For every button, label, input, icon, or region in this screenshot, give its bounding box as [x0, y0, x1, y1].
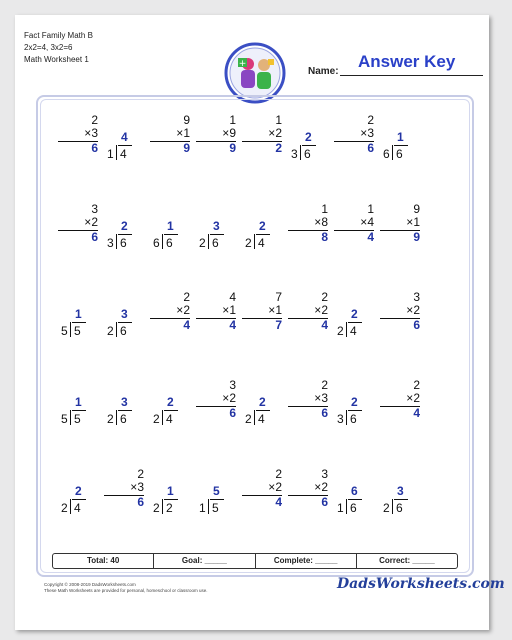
divisor: 2 — [383, 501, 390, 515]
division-problem — [196, 484, 236, 524]
product-answer: 6 — [413, 318, 420, 332]
factor-bottom: ×3 — [130, 480, 144, 494]
multiplication-problem — [334, 114, 374, 155]
division-bracket — [346, 410, 347, 425]
factor-top: 3 — [229, 378, 236, 392]
dividend: 5 — [74, 324, 81, 338]
footer-text — [44, 582, 208, 594]
division-bracket — [208, 499, 209, 514]
factor-top: 4 — [229, 290, 236, 304]
division-bracket — [162, 499, 163, 514]
division-bracket — [70, 322, 71, 337]
divisor: 2 — [199, 236, 206, 250]
factor-bottom-value: 2 — [321, 303, 328, 317]
factor-bottom-value: 1 — [413, 215, 420, 229]
division-bracket — [162, 234, 163, 249]
factor-bottom: ×2 — [314, 480, 328, 494]
product-answer: 6 — [321, 495, 328, 509]
division-bar — [72, 410, 86, 411]
product-answer: 8 — [321, 230, 328, 244]
factor-bottom: ×1 — [268, 303, 282, 317]
division-bar — [348, 499, 362, 500]
division-problem — [380, 130, 420, 170]
division-bar — [164, 234, 178, 235]
multiplication-problem — [288, 379, 328, 420]
dividend: 4 — [350, 324, 357, 338]
factor-top: 2 — [413, 378, 420, 392]
factor-bottom-value: 2 — [229, 391, 236, 405]
divisor: 3 — [291, 147, 298, 161]
factor-top: 2 — [321, 290, 328, 304]
factor-bottom-value: 1 — [275, 303, 282, 317]
dividend: 6 — [120, 412, 127, 426]
division-bar — [348, 322, 362, 323]
quotient-answer: 5 — [213, 484, 220, 498]
multiplication-problem — [380, 291, 420, 332]
product-answer: 4 — [183, 318, 190, 332]
division-problem — [58, 484, 98, 524]
divisor: 3 — [337, 412, 344, 426]
division-bracket — [70, 410, 71, 425]
dividend: 4 — [258, 236, 265, 250]
product-answer: 6 — [229, 406, 236, 420]
factor-bottom-value: 2 — [413, 303, 420, 317]
factor-bottom: ×1 — [176, 126, 190, 140]
factor-bottom: ×3 — [360, 126, 374, 140]
factor-bottom-value: 2 — [321, 480, 328, 494]
factor-top: 2 — [275, 467, 282, 481]
divisor: 6 — [153, 236, 160, 250]
multiplication-problem — [334, 203, 374, 244]
division-bar — [118, 410, 132, 411]
goal-field[interactable]: Goal: _____ — [154, 554, 255, 568]
product-answer: 6 — [137, 495, 144, 509]
multiplication-problem — [58, 114, 98, 155]
division-bar — [118, 145, 132, 146]
copyright: Copyright © 2008-2019 DadsWorksheets.com — [44, 582, 136, 587]
factor-top: 3 — [413, 290, 420, 304]
factor-bottom: ×2 — [268, 480, 282, 494]
brand-logo: DadsWorksheets.com — [337, 576, 505, 592]
multiplication-problem — [288, 291, 328, 332]
division-bar — [302, 145, 316, 146]
dividend: 6 — [396, 501, 403, 515]
correct-field[interactable]: Correct: _____ — [379, 556, 435, 565]
factor-bottom-value: 2 — [413, 391, 420, 405]
division-bracket — [346, 322, 347, 337]
division-bar — [394, 499, 408, 500]
division-bar — [348, 410, 362, 411]
divisor: 2 — [337, 324, 344, 338]
factor-bottom: ×9 — [222, 126, 236, 140]
division-bar — [210, 234, 224, 235]
division-bar — [164, 499, 178, 500]
worksheet-title: Fact Family Math B — [24, 31, 93, 40]
divisor: 2 — [153, 412, 160, 426]
factor-bottom: ×2 — [176, 303, 190, 317]
multiplication-problem — [104, 468, 144, 509]
product-answer: 2 — [275, 141, 282, 155]
dividend: 4 — [120, 147, 127, 161]
factor-bottom-value: 3 — [321, 391, 328, 405]
division-bracket — [116, 322, 117, 337]
factor-bottom-value: 4 — [367, 215, 374, 229]
quotient-answer: 2 — [259, 395, 266, 409]
factor-top: 7 — [275, 290, 282, 304]
quotient-answer: 1 — [167, 484, 174, 498]
divisor: 3 — [107, 236, 114, 250]
score-bar — [52, 553, 458, 569]
division-bar — [256, 234, 270, 235]
division-problem — [58, 307, 98, 347]
division-bracket — [70, 499, 71, 514]
division-problem — [150, 219, 190, 259]
dividend: 4 — [166, 412, 173, 426]
product-answer: 4 — [321, 318, 328, 332]
division-problem — [104, 130, 144, 170]
quotient-answer: 1 — [397, 130, 404, 144]
divisor: 1 — [199, 501, 206, 515]
dividend: 6 — [396, 147, 403, 161]
division-problem — [242, 219, 282, 259]
product-answer: 6 — [91, 141, 98, 155]
product-answer: 4 — [275, 495, 282, 509]
multiplication-problem — [242, 291, 282, 332]
product-answer: 9 — [183, 141, 190, 155]
factor-bottom: ×2 — [84, 215, 98, 229]
factor-bottom-value: 9 — [229, 126, 236, 140]
factor-bottom: ×2 — [406, 391, 420, 405]
division-bar — [72, 322, 86, 323]
division-bracket — [300, 145, 301, 160]
multiplication-problem — [242, 468, 282, 509]
divisor: 2 — [153, 501, 160, 515]
multiplication-problem — [150, 291, 190, 332]
factor-bottom-value: 1 — [229, 303, 236, 317]
factor-bottom-value: 3 — [91, 126, 98, 140]
quotient-answer: 2 — [259, 219, 266, 233]
dividend: 2 — [166, 501, 173, 515]
product-answer: 7 — [275, 318, 282, 332]
division-problem — [196, 219, 236, 259]
quotient-answer: 2 — [75, 484, 82, 498]
division-problem — [380, 484, 420, 524]
factor-top: 2 — [183, 290, 190, 304]
dividend: 4 — [74, 501, 81, 515]
division-bracket — [392, 145, 393, 160]
factor-bottom: ×8 — [314, 215, 328, 229]
multiplication-problem — [288, 203, 328, 244]
division-bracket — [116, 410, 117, 425]
quotient-answer: 3 — [121, 395, 128, 409]
factor-bottom-value: 2 — [91, 215, 98, 229]
dividend: 5 — [74, 412, 81, 426]
quotient-answer: 2 — [167, 395, 174, 409]
division-bracket — [254, 234, 255, 249]
multiplication-problem — [380, 379, 420, 420]
multiplication-problem — [196, 114, 236, 155]
multiplication-problem — [58, 203, 98, 244]
answer-key-title: Answer Key — [358, 52, 456, 71]
factor-top: 1 — [321, 202, 328, 216]
factor-bottom-value: 3 — [367, 126, 374, 140]
name-label: Name: — [308, 66, 339, 77]
factor-top: 1 — [367, 202, 374, 216]
multiplication-problem — [242, 114, 282, 155]
division-bracket — [346, 499, 347, 514]
division-problem — [288, 130, 328, 170]
multiplication-problem — [196, 291, 236, 332]
dividend: 6 — [350, 501, 357, 515]
factor-bottom-value: 8 — [321, 215, 328, 229]
factor-bottom-value: 2 — [183, 303, 190, 317]
divisor: 2 — [245, 236, 252, 250]
division-bracket — [116, 145, 117, 160]
divisor: 2 — [61, 501, 68, 515]
division-bracket — [208, 234, 209, 249]
worksheet-header — [24, 30, 93, 66]
division-problem — [334, 395, 374, 435]
divisor: 2 — [107, 412, 114, 426]
division-problem — [104, 219, 144, 259]
division-bar — [256, 410, 270, 411]
factor-bottom: ×2 — [222, 391, 236, 405]
factor-bottom: ×2 — [314, 303, 328, 317]
dividend: 6 — [212, 236, 219, 250]
division-problem — [58, 395, 98, 435]
dividend: 6 — [304, 147, 311, 161]
division-problem — [150, 484, 190, 524]
dividend: 4 — [258, 412, 265, 426]
dividend: 6 — [120, 324, 127, 338]
quotient-answer: 2 — [351, 395, 358, 409]
factor-bottom: ×3 — [314, 391, 328, 405]
divisor: 5 — [61, 324, 68, 338]
product-answer: 9 — [229, 141, 236, 155]
quotient-answer: 3 — [213, 219, 220, 233]
division-bar — [72, 499, 86, 500]
factor-top: 2 — [137, 467, 144, 481]
division-problem — [334, 484, 374, 524]
product-answer: 9 — [413, 230, 420, 244]
factor-bottom: ×3 — [84, 126, 98, 140]
factor-bottom-value: 3 — [137, 480, 144, 494]
divisor: 6 — [383, 147, 390, 161]
total-count: Total: 40 — [53, 554, 154, 568]
worksheet-subtitle: Math Worksheet 1 — [24, 55, 89, 64]
division-problem — [242, 395, 282, 435]
division-bracket — [116, 234, 117, 249]
quotient-answer: 1 — [75, 307, 82, 321]
multiplication-problem — [150, 114, 190, 155]
factor-top: 9 — [183, 113, 190, 127]
divisor: 1 — [337, 501, 344, 515]
quotient-answer: 2 — [351, 307, 358, 321]
factor-bottom: ×2 — [268, 126, 282, 140]
fact-family: 2x2=4, 3x2=6 — [24, 43, 73, 52]
division-bracket — [162, 410, 163, 425]
division-problem — [104, 395, 144, 435]
product-answer: 6 — [367, 141, 374, 155]
division-bar — [394, 145, 408, 146]
dividend: 6 — [166, 236, 173, 250]
factor-top: 2 — [367, 113, 374, 127]
quotient-answer: 4 — [121, 130, 128, 144]
quotient-answer: 3 — [121, 307, 128, 321]
quotient-answer: 1 — [75, 395, 82, 409]
factor-bottom: ×1 — [222, 303, 236, 317]
factor-top: 2 — [321, 378, 328, 392]
quotient-answer: 1 — [167, 219, 174, 233]
complete-field[interactable]: Complete: _____ — [256, 554, 357, 568]
division-bar — [118, 322, 132, 323]
division-bar — [164, 410, 178, 411]
division-problem — [104, 307, 144, 347]
factor-top: 3 — [91, 202, 98, 216]
factor-top: 3 — [321, 467, 328, 481]
factor-top: 1 — [229, 113, 236, 127]
factor-top: 1 — [275, 113, 282, 127]
divisor: 5 — [61, 412, 68, 426]
product-answer: 6 — [321, 406, 328, 420]
factor-bottom: ×1 — [406, 215, 420, 229]
quotient-answer: 3 — [397, 484, 404, 498]
factor-bottom-value: 2 — [275, 480, 282, 494]
svg-text:+: + — [238, 59, 247, 69]
factor-bottom-value: 1 — [183, 126, 190, 140]
factor-top: 9 — [413, 202, 420, 216]
dividend: 6 — [120, 236, 127, 250]
division-bar — [118, 234, 132, 235]
division-bar — [210, 499, 224, 500]
product-answer: 4 — [229, 318, 236, 332]
factor-bottom: ×4 — [360, 215, 374, 229]
divisor: 2 — [245, 412, 252, 426]
division-bracket — [392, 499, 393, 514]
division-bracket — [254, 410, 255, 425]
quotient-answer: 2 — [121, 219, 128, 233]
product-answer: 6 — [91, 230, 98, 244]
dividend: 6 — [350, 412, 357, 426]
multiplication-problem — [196, 379, 236, 420]
divisor: 1 — [107, 147, 114, 161]
quotient-answer: 6 — [351, 484, 358, 498]
divisor: 2 — [107, 324, 114, 338]
quotient-answer: 2 — [305, 130, 312, 144]
usage-note: These Math Worksheets are provided for personal, homeschool or classroom use. — [44, 588, 208, 593]
multiplication-problem — [380, 203, 420, 244]
division-problem — [150, 395, 190, 435]
product-answer: 4 — [413, 406, 420, 420]
name-field[interactable] — [340, 75, 483, 76]
factor-bottom: ×2 — [406, 303, 420, 317]
product-answer: 4 — [367, 230, 374, 244]
multiplication-problem — [288, 468, 328, 509]
division-problem — [334, 307, 374, 347]
dividend: 5 — [212, 501, 219, 515]
factor-bottom-value: 2 — [275, 126, 282, 140]
factor-top: 2 — [91, 113, 98, 127]
